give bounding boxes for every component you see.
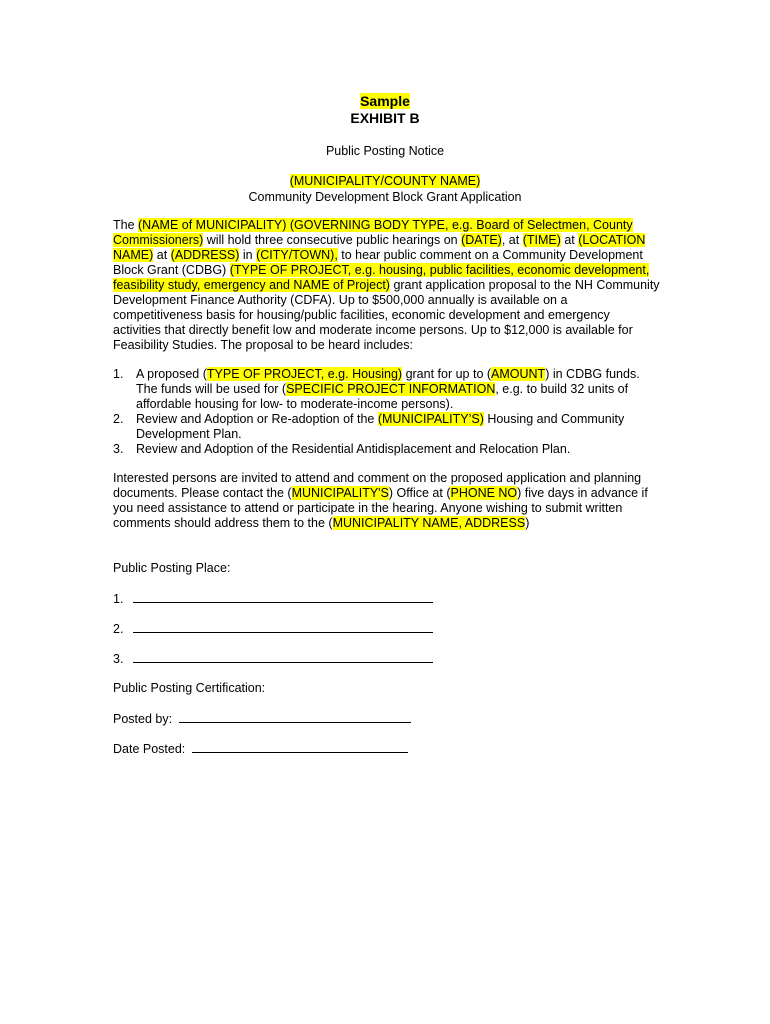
placeholder-date: (DATE) — [461, 233, 502, 247]
para1-text-6: in — [239, 248, 257, 262]
municipality-heading — [0, 173, 770, 189]
placeholder-municipalitys: (MUNICIPALITY’S) — [377, 412, 484, 426]
line-number: 3. — [113, 652, 124, 666]
para2-text-1: Interested persons are invited to attend and comment on the proposed application and planning documents. Please contact the ( — [113, 471, 642, 500]
para2-text-4: ) — [525, 516, 530, 530]
blank-line-field[interactable] — [133, 620, 433, 633]
para1-text-8: grant application proposal to the NH Community Development Finance Authority (CDFA). Up to $500,000 annually is available on a competitiveness basis for housing/public facilities, economic development and emergency activities that directly benefit low and moderate income persons. Up to $12,000 is available for Feasibility Studies. The proposal to be heard includes: — [113, 278, 660, 352]
para1-text-1: The — [113, 218, 139, 232]
item2-text-1: Review and Adoption or Re-adoption of the — [136, 412, 378, 426]
item1-text-1: A proposed ( — [136, 367, 207, 381]
para1-text-4: at — [560, 233, 579, 247]
para1-text-7: to hear public comment on a Community Development Block Grant (CDBG) — [113, 248, 643, 277]
para1-text-3: , at — [501, 233, 523, 247]
date-posted-row — [113, 740, 408, 757]
contact-paragraph — [113, 471, 660, 531]
posted-by-row — [113, 710, 411, 727]
para2-text-3: ) five days in advance if you need assistance to attend or participate in the hearing. Anyone wishing to submit written comments should address them to the ( — [113, 486, 648, 530]
item1-text-2: grant for up to ( — [402, 367, 492, 381]
line-number: 1. — [113, 592, 124, 606]
placeholder-time: (TIME) — [522, 233, 561, 247]
certification-label: Public Posting Certification: — [113, 681, 266, 695]
posted-by-field[interactable] — [179, 710, 411, 723]
notice-title: Public Posting Notice — [325, 144, 445, 158]
placeholder-project-type: (TYPE OF PROJECT, e.g. housing, public facilities, economic development, feasibility study, emergency and NAME of Project) — [113, 263, 650, 292]
item2-text-2: Housing and Community Development Plan. — [136, 412, 625, 441]
item1-text-3: ) in CDBG funds. The funds will be used for ( — [136, 367, 640, 396]
posting-place-line-2 — [113, 620, 433, 637]
item1-text-4: , e.g. to build 32 units of affordable housing for low- to moderate-income persons). — [136, 382, 629, 411]
item3-text-1: Review and Adoption of the Residential Antidisplacement and Relocation Plan. — [136, 442, 571, 456]
posting-place-label: Public Posting Place: — [113, 561, 231, 575]
proposal-list — [113, 367, 660, 457]
posted-by-label: Posted by: — [113, 712, 173, 726]
sample-heading — [0, 92, 770, 110]
list-number: 2. — [113, 412, 124, 426]
placeholder-municipality-governing-body: (NAME of MUNICIPALITY) (GOVERNING BODY TYPE, e.g. Board of Selectmen, County Commissioners) — [113, 218, 633, 247]
list-item — [113, 412, 660, 442]
blank-line-field[interactable] — [133, 650, 433, 663]
hearing-paragraph — [113, 218, 660, 353]
placeholder-project-information: SPECIFIC PROJECT INFORMATION — [286, 382, 496, 396]
blank-line-field[interactable] — [133, 590, 433, 603]
placeholder-address: (ADDRESS) — [170, 248, 240, 262]
placeholder-municipality-address: MUNICIPALITY NAME, ADDRESS — [332, 516, 526, 530]
line-number: 2. — [113, 622, 124, 636]
posting-place-line-1 — [113, 590, 433, 607]
placeholder-phone-no: PHONE NO — [450, 486, 518, 500]
placeholder-amount: AMOUNT — [491, 367, 546, 381]
municipality-placeholder: (MUNICIPALITY/COUNTY NAME) — [289, 174, 481, 188]
list-number: 3. — [113, 442, 124, 456]
para2-text-2: ) Office at ( — [388, 486, 451, 500]
placeholder-location-name: (LOCATION NAME) — [113, 233, 646, 262]
placeholder-city-town: (CITY/TOWN), — [256, 248, 338, 262]
para1-text-5: at — [153, 248, 171, 262]
list-number: 1. — [113, 367, 124, 381]
placeholder-municipality-office: MUNICIPALITY'S — [291, 486, 389, 500]
application-title: Community Development Block Grant Application — [248, 190, 522, 204]
para1-text-2: will hold three consecutive public hearings on — [203, 233, 462, 247]
exhibit-title: EXHIBIT B — [350, 110, 420, 126]
date-posted-label: Date Posted: — [113, 742, 186, 756]
sample-label: Sample — [360, 93, 410, 109]
list-item — [113, 442, 660, 457]
date-posted-field[interactable] — [192, 740, 408, 753]
list-item — [113, 367, 660, 412]
placeholder-type-of-project: TYPE OF PROJECT, e.g. Housing) — [206, 367, 403, 381]
posting-place-line-3 — [113, 650, 433, 667]
